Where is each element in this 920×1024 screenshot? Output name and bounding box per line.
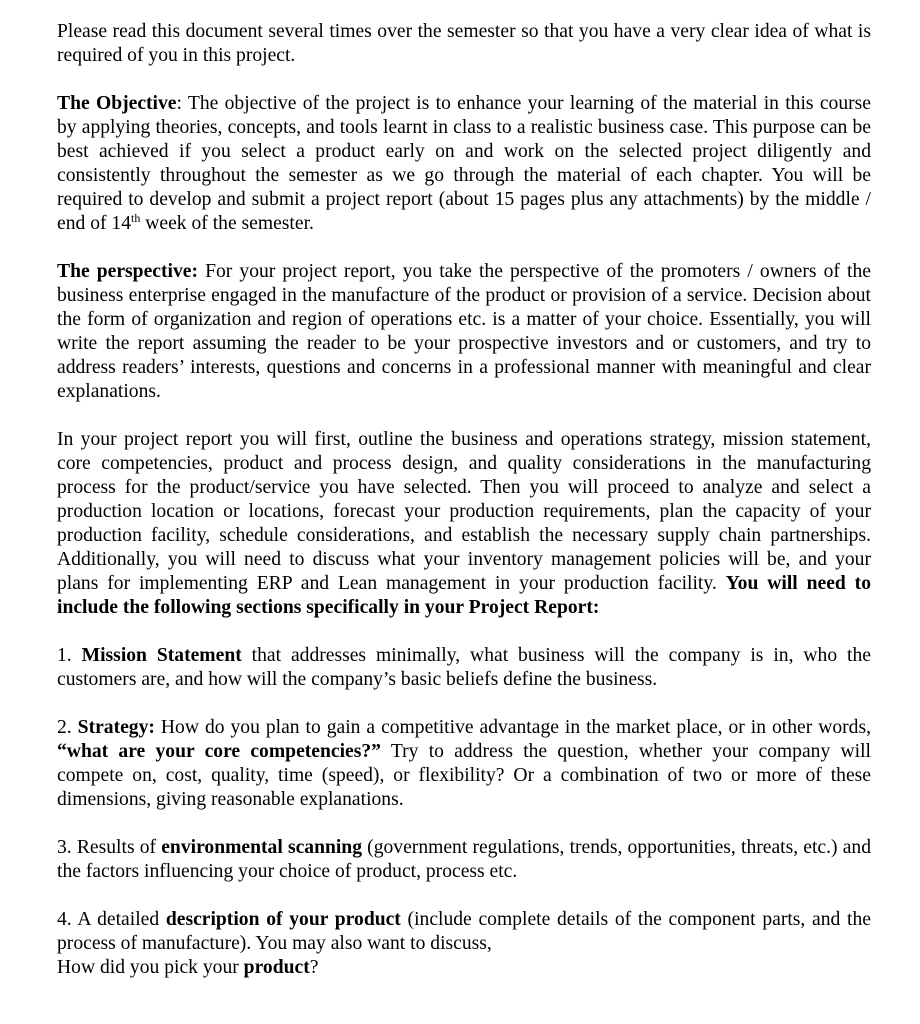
intro-text: Please read this document several times over the semester so that you have a very clear idea of what is required of you in this project. (57, 21, 871, 66)
objective-text-end: week of the semester. (140, 213, 314, 234)
section-number: 1. (57, 645, 72, 666)
section-title: environmental scanning (161, 837, 363, 858)
section-title: description of your product (165, 909, 401, 930)
core-competencies-question: “what are your core competencies?” (57, 741, 381, 762)
section-text-end: (government regulations, trends, opportunities, threats, etc.) and the factors influencing your choice of product, process etc. (57, 837, 872, 882)
overview-paragraph (57, 428, 871, 620)
objective-text: : The objective of the project is to enhance your learning of the material in this course by applying theories, concepts, and tools learnt in class to a realistic business case. This purpose can be best achieved if you select a product early on and work on the selected project diligently and consistently throughout the semester as we go through the material of each chapter. You will be required to develop and submit a project report (about 15 pages plus any attachments) by the middle / end of 14 (57, 93, 871, 234)
section-number: 2. (57, 717, 72, 738)
section-text: Results of (71, 837, 162, 858)
overview-bold-text: You will need to include the following sections specifically in your Project Report: (57, 573, 871, 618)
section-text: A detailed (71, 909, 166, 930)
perspective-paragraph (57, 260, 871, 404)
section-mission-statement (57, 644, 871, 692)
section-strategy (57, 716, 871, 812)
section-text-end: (include complete details of the component parts, and the process of manufacture). You may also want to discuss, (57, 909, 871, 954)
section-title: Mission Statement (81, 645, 242, 666)
objective-paragraph (57, 92, 871, 236)
section-number: 4. (57, 909, 72, 930)
section-environmental-scanning (57, 836, 871, 884)
product-question-bold: product (243, 957, 310, 978)
section-text: How do you plan to gain a competitive advantage in the market place, or in other words, (154, 717, 871, 738)
product-question-mark: ? (309, 957, 319, 978)
perspective-text: For your project report, you take the perspective of the promoters / owners of the business enterprise engaged in the manufacture of the product or provision of a service. Decision about the form of organization and region of operations etc. is a matter of your choice. Essentially, you will write the report assuming the reader to be your prospective investors and or customers, and try to address readers’ interests, questions and concerns in a professional manner with meaningful and clear explanations. (57, 261, 871, 402)
section-title: Strategy: (77, 717, 155, 738)
perspective-heading: The perspective: (57, 261, 198, 282)
intro-paragraph (57, 20, 871, 68)
section-number: 3. (57, 837, 72, 858)
section-text-end: Try to address the question, whether your company will compete on, cost, quality, time (speed), or flexibility? Or a combination of two or more of these dimensions, giving reasonable explanations. (57, 741, 871, 810)
section-text: that addresses minimally, what business will the company is in, who the customers are, and how will the company’s basic beliefs define the business. (57, 645, 871, 690)
overview-text: In your project report you will first, outline the business and operations strategy, mission statement, core competencies, product and process design, and quality considerations in the manufacturing process for the product/service you have selected. Then you will proceed to analyze and select a production location or locations, forecast your production requirements, plan the capacity of your production facility, schedule considerations, and establish the necessary supply chain partnerships. Additionally, you will need to discuss what your inventory management policies will be, and your plans for implementing ERP and Lean management in your production facility. (57, 429, 871, 594)
document-body (57, 20, 871, 980)
section-product-description (57, 908, 871, 980)
product-question-text: How did you pick your (57, 957, 244, 978)
objective-ordinal-suffix: th (131, 211, 141, 225)
objective-heading: The Objective (57, 93, 177, 114)
